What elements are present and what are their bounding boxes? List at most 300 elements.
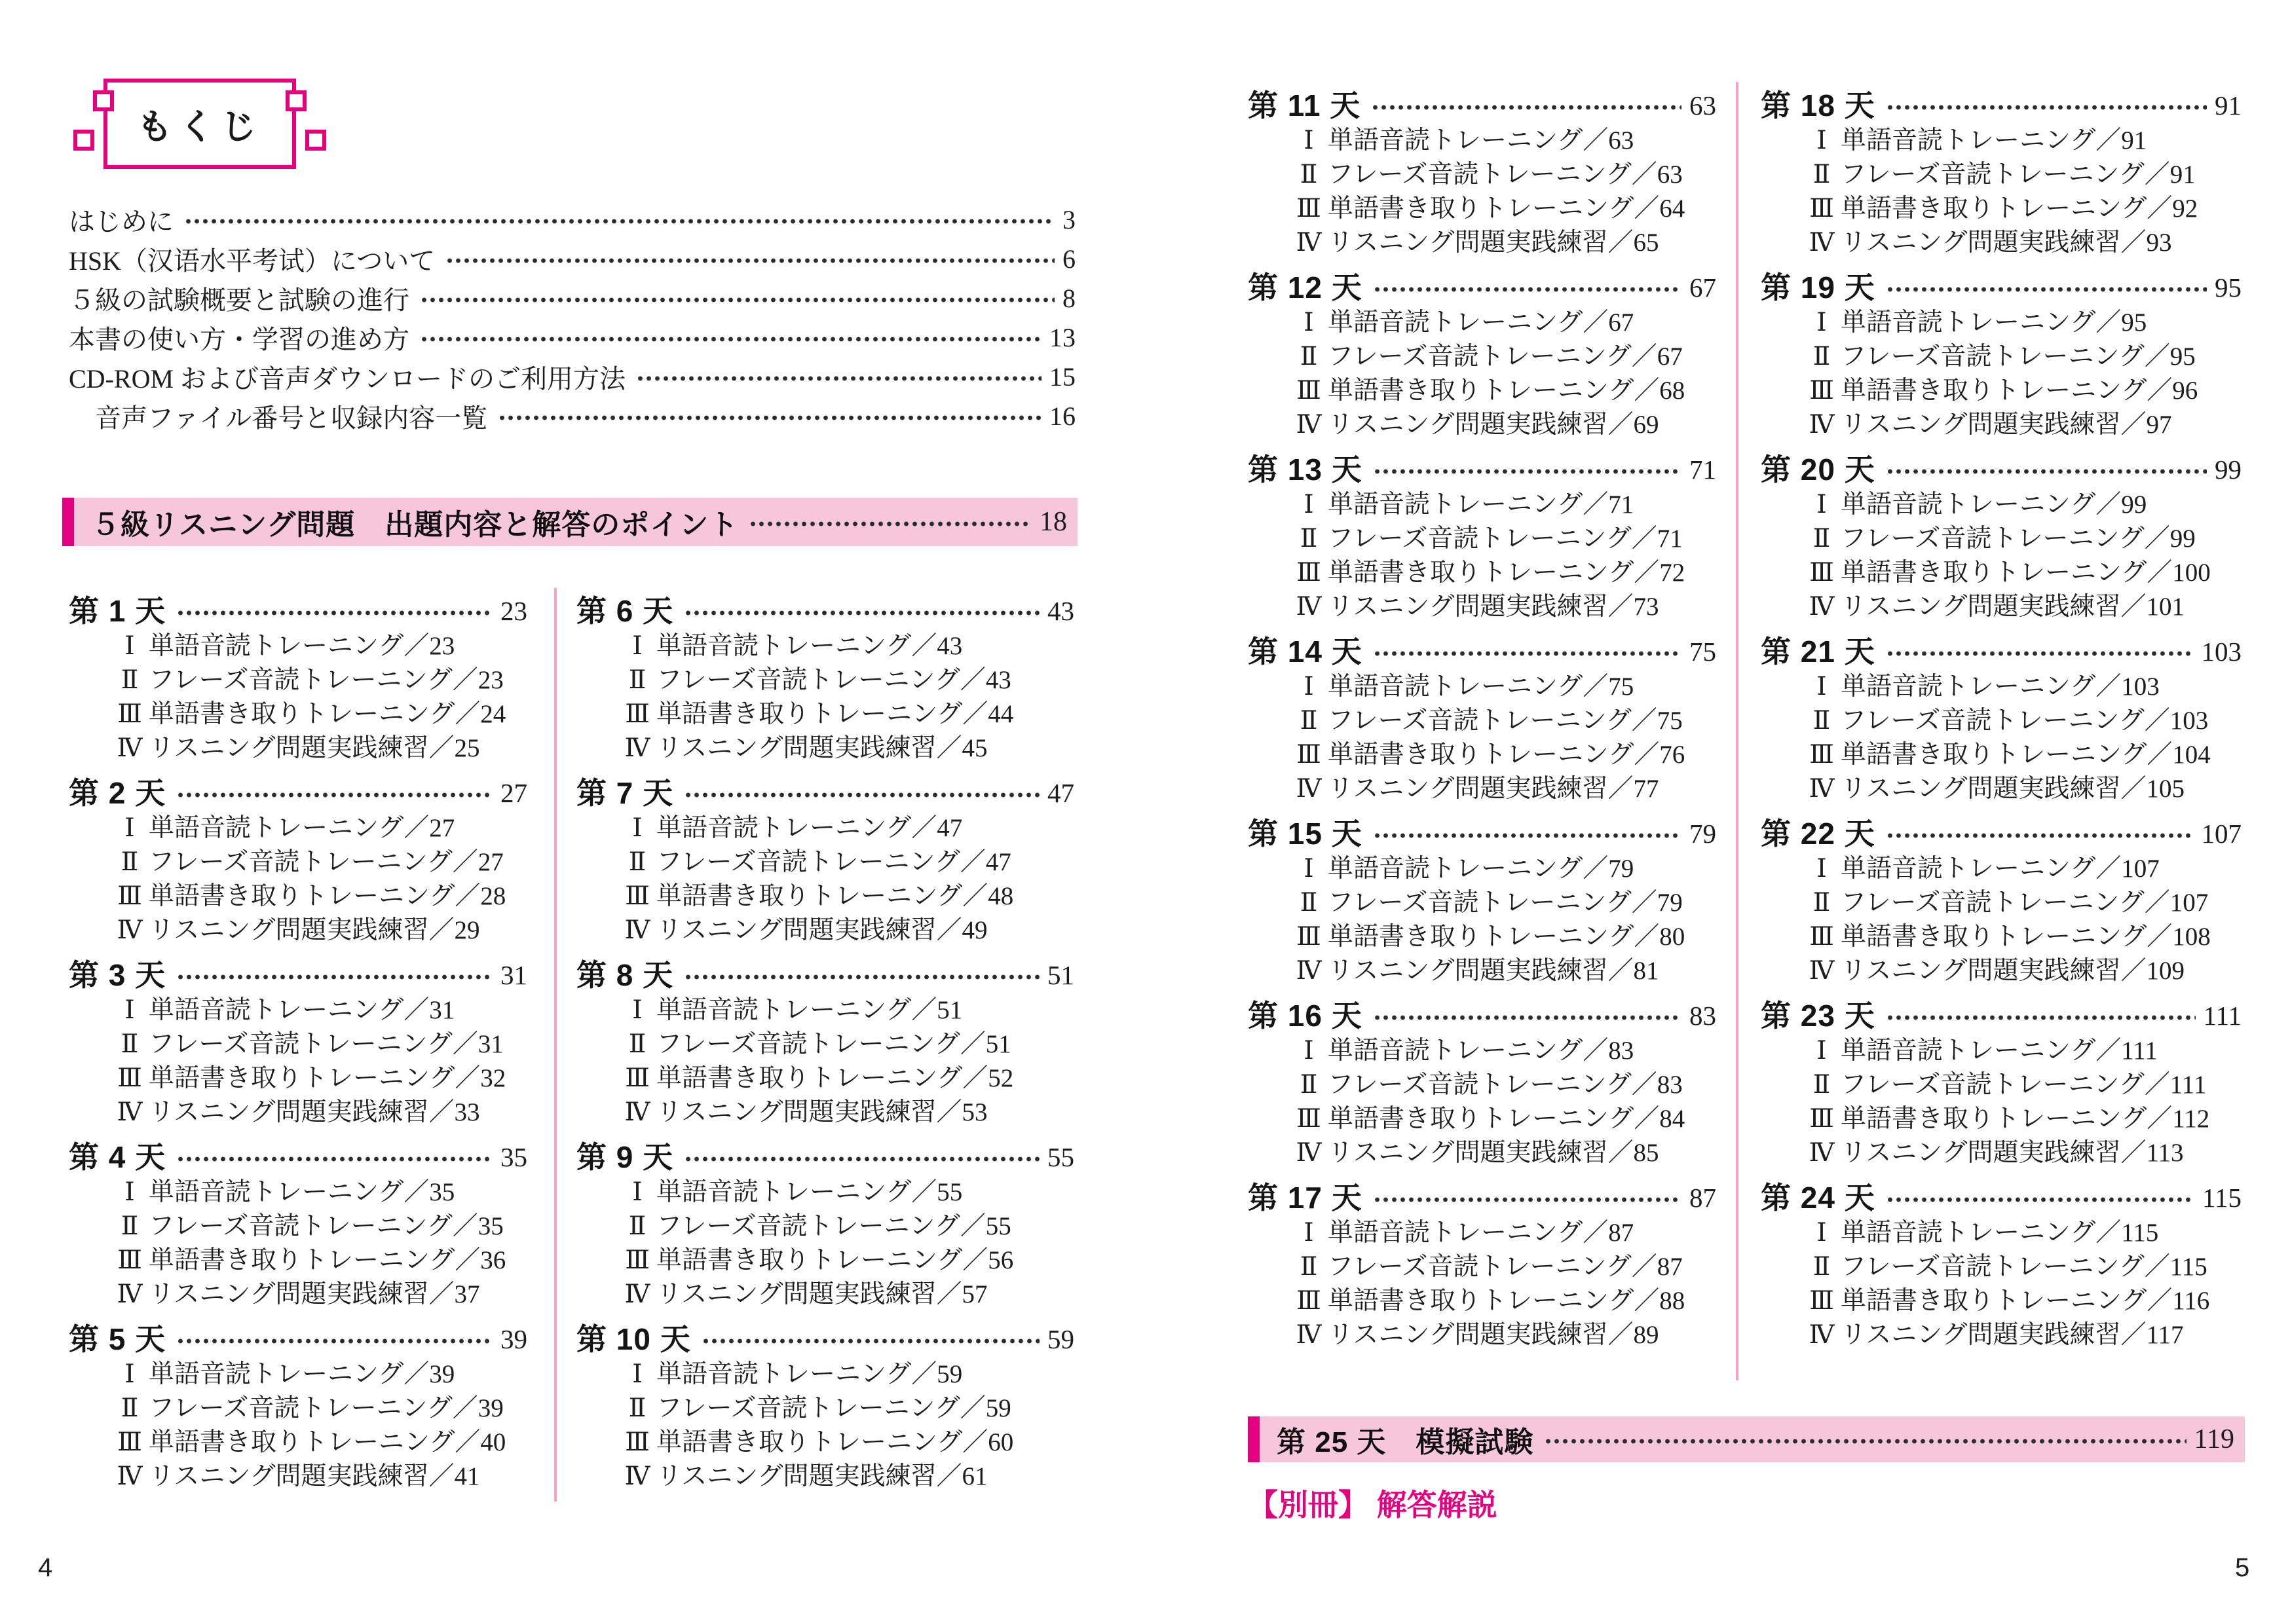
toc-subitem-text: フレーズ音読トレーニング／103 xyxy=(1841,707,2209,735)
toc-title: もくじ xyxy=(137,107,263,147)
toc-subitem-text: 単語音読トレーニング／75 xyxy=(1328,673,1634,701)
toc-entry-title: はじめに xyxy=(69,206,174,236)
listening-section-page: 18 xyxy=(1040,507,1067,537)
toc-subitem-text: 単語音読トレーニング／43 xyxy=(656,632,963,660)
toc-subitem-numeral: Ⅲ xyxy=(1296,559,1321,587)
toc-subitem xyxy=(1248,1284,1716,1318)
toc-subitem-text: 単語音読トレーニング／31 xyxy=(149,996,455,1024)
toc-subitem xyxy=(1761,124,2242,158)
toc-day-label: 第 5 天 xyxy=(69,1322,166,1356)
toc-subitem-numeral: Ⅲ xyxy=(1809,194,1834,223)
toc-subitem xyxy=(1248,124,1716,158)
toc-subitem xyxy=(576,913,1074,948)
toc-subitem xyxy=(576,1392,1074,1426)
toc-subitem xyxy=(1761,920,2242,954)
toc-subitem-numeral: Ⅲ xyxy=(117,1246,142,1274)
toc-subitem-numeral: Ⅳ xyxy=(1296,1139,1322,1167)
toc-subitem-numeral: Ⅲ xyxy=(1809,559,1834,587)
toc-subitem-numeral: Ⅱ xyxy=(1812,525,1831,553)
toc-entry xyxy=(69,318,1076,357)
toc-subitem-text: フレーズ音読トレーニング／79 xyxy=(1328,889,1683,917)
toc-subitem-text: 単語書き取りトレーニング／104 xyxy=(1841,741,2211,769)
toc-subitem-text: 単語音読トレーニング／91 xyxy=(1841,126,2147,155)
toc-day-label: 第 22 天 xyxy=(1761,817,1875,851)
toc-subitem xyxy=(576,1426,1074,1460)
toc-subitem-text: 単語書き取りトレーニング／44 xyxy=(656,700,1014,728)
mock-exam-page: 119 xyxy=(2194,1424,2234,1454)
toc-day-block xyxy=(1248,451,1716,624)
toc-day-header xyxy=(1248,1179,1716,1216)
toc-subitem-numeral: Ⅱ xyxy=(628,1212,647,1240)
toc-subitem xyxy=(1248,1216,1716,1250)
toc-subitem xyxy=(1761,522,2242,556)
toc-subitem-text: フレーズ音読トレーニング／63 xyxy=(1328,160,1683,189)
toc-subitem-text: 単語書き取りトレーニング／28 xyxy=(149,882,506,910)
toc-subitem xyxy=(576,663,1074,697)
toc-subitem xyxy=(576,845,1074,879)
dot-leader xyxy=(1886,285,2207,294)
toc-subitem-numeral: Ⅳ xyxy=(1809,1139,1835,1167)
toc-day-header xyxy=(1761,87,2242,124)
toc-subitem-numeral: Ⅰ xyxy=(632,1360,643,1388)
toc-subitem xyxy=(1248,1250,1716,1284)
toc-subitem-text: フレーズ音読トレーニング／71 xyxy=(1328,525,1683,553)
toc-subitem-text: 単語音読トレーニング／95 xyxy=(1841,308,2147,337)
toc-subitem xyxy=(69,879,527,913)
toc-subitem-text: フレーズ音読トレーニング／115 xyxy=(1841,1253,2207,1281)
dot-leader xyxy=(176,1337,493,1346)
toc-day-page: 67 xyxy=(1689,272,1716,303)
toc-day-block xyxy=(576,1139,1074,1312)
toc-subitem xyxy=(1761,886,2242,920)
toc-subitem xyxy=(576,1460,1074,1494)
toc-day-page: 71 xyxy=(1689,454,1716,485)
toc-day-block xyxy=(576,775,1074,948)
toc-subitem xyxy=(1248,192,1716,226)
toc-subitem xyxy=(576,811,1074,845)
toc-subitem-numeral: Ⅳ xyxy=(1296,957,1322,985)
toc-subitem-numeral: Ⅱ xyxy=(628,1030,647,1058)
toc-subitem xyxy=(69,913,527,948)
dot-leader xyxy=(1371,103,1681,112)
toc-subitem-numeral: Ⅲ xyxy=(1296,377,1321,405)
toc-day-page: 87 xyxy=(1689,1183,1716,1213)
toc-day-block xyxy=(1248,269,1716,442)
dot-leader xyxy=(1373,467,1681,476)
toc-subitem xyxy=(69,1027,527,1061)
toc-subitem xyxy=(1248,1318,1716,1352)
toc-day-block xyxy=(69,1321,527,1494)
toc-day-header xyxy=(1761,997,2242,1034)
toc-subitem xyxy=(1761,704,2242,738)
toc-day-label: 第 20 天 xyxy=(1761,452,1875,487)
toc-day-block xyxy=(1248,815,1716,988)
toc-subitem-text: リスニング問題実践練習／73 xyxy=(1328,593,1659,621)
toc-subitem-numeral: Ⅰ xyxy=(632,814,643,842)
badge-ornament-square xyxy=(305,130,326,151)
dot-leader xyxy=(1544,1437,2186,1446)
toc-subitem-text: リスニング問題実践練習／105 xyxy=(1841,775,2185,803)
toc-day-label: 第 1 天 xyxy=(69,594,166,628)
toc-subitem-text: フレーズ音読トレーニング／51 xyxy=(656,1030,1011,1058)
toc-day-page: 99 xyxy=(2215,454,2242,485)
toc-day-page: 63 xyxy=(1689,90,1716,120)
toc-entry-title: HSK（汉语水平考试）について xyxy=(69,246,436,276)
toc-subitem xyxy=(1248,704,1716,738)
toc-subitem-text: リスニング問題実践練習／69 xyxy=(1328,411,1659,439)
day-column-1 xyxy=(69,593,527,1503)
toc-subitem-text: 単語音読トレーニング／83 xyxy=(1328,1037,1634,1065)
toc-day-header xyxy=(1248,633,1716,670)
toc-entry-page: 8 xyxy=(1062,283,1076,313)
toc-day-label: 第 16 天 xyxy=(1248,999,1362,1033)
toc-subitem-numeral: Ⅰ xyxy=(124,1178,135,1206)
day-column-2 xyxy=(576,593,1074,1503)
toc-subitem xyxy=(69,1175,527,1209)
toc-subitem-text: 単語音読トレーニング／63 xyxy=(1328,126,1634,155)
toc-subitem-text: フレーズ音読トレーニング／55 xyxy=(656,1212,1011,1240)
toc-subitem xyxy=(576,1278,1074,1312)
toc-subitem-numeral: Ⅱ xyxy=(628,848,647,876)
dot-leader xyxy=(1886,467,2207,476)
toc-subitem xyxy=(69,845,527,879)
toc-subitem-numeral: Ⅳ xyxy=(624,1098,650,1126)
toc-subitem-text: リスニング問題実践練習／29 xyxy=(149,916,480,944)
toc-subitem-text: 単語書き取りトレーニング／76 xyxy=(1328,741,1685,769)
toc-subitem xyxy=(1248,954,1716,988)
toc-day-header xyxy=(1248,815,1716,852)
toc-subitem xyxy=(1761,306,2242,340)
toc-day-header xyxy=(1248,997,1716,1034)
toc-day-label: 第 19 天 xyxy=(1761,270,1875,304)
toc-subitem-numeral: Ⅳ xyxy=(117,1098,143,1126)
toc-title-badge xyxy=(103,79,296,169)
toc-day-page: 31 xyxy=(500,960,527,990)
toc-subitem xyxy=(1761,226,2242,260)
toc-subitem xyxy=(1761,408,2242,442)
toc-subitem-numeral: Ⅳ xyxy=(1809,593,1835,621)
badge-ornament-square xyxy=(73,130,94,151)
toc-subitem-numeral: Ⅳ xyxy=(1809,411,1835,439)
dot-leader xyxy=(176,790,493,800)
toc-subitem-numeral: Ⅰ xyxy=(1304,1037,1314,1065)
toc-subitem xyxy=(1248,158,1716,192)
toc-subitem-text: 単語書き取りトレーニング／36 xyxy=(149,1246,506,1274)
toc-day-label: 第 11 天 xyxy=(1248,88,1361,122)
toc-subitem-text: リスニング問題実践練習／85 xyxy=(1328,1139,1659,1167)
toc-subitem xyxy=(69,697,527,731)
toc-subitem xyxy=(1761,1318,2242,1352)
toc-subitem-numeral: Ⅲ xyxy=(1809,1287,1834,1315)
toc-subitem-text: フレーズ音読トレーニング／23 xyxy=(149,666,504,694)
toc-subitem-text: 単語書き取りトレーニング／80 xyxy=(1328,923,1685,951)
toc-subitem xyxy=(576,1096,1074,1130)
toc-day-block xyxy=(1761,815,2242,988)
toc-subitem xyxy=(1761,772,2242,806)
toc-subitem-numeral: Ⅳ xyxy=(624,734,650,762)
toc-entry xyxy=(69,239,1076,278)
dot-leader xyxy=(684,608,1040,618)
toc-subitem xyxy=(1248,590,1716,624)
toc-day-page: 39 xyxy=(500,1324,527,1354)
toc-subitem-numeral: Ⅰ xyxy=(124,1360,135,1388)
toc-subitem-text: 単語音読トレーニング／51 xyxy=(656,996,963,1024)
toc-subitem-numeral: Ⅱ xyxy=(1300,1253,1318,1281)
toc-day-page: 75 xyxy=(1689,637,1716,667)
toc-subitem-numeral: Ⅳ xyxy=(624,916,650,944)
toc-subitem-text: 単語書き取りトレーニング／64 xyxy=(1328,194,1685,223)
toc-subitem xyxy=(1248,226,1716,260)
toc-subitem-text: フレーズ音読トレーニング／67 xyxy=(1328,342,1683,371)
toc-subitem-numeral: Ⅱ xyxy=(1300,707,1318,735)
toc-subitem-text: リスニング問題実践練習／57 xyxy=(656,1280,988,1308)
toc-subitem-text: フレーズ音読トレーニング／111 xyxy=(1841,1071,2207,1099)
toc-day-header xyxy=(1761,1179,2242,1216)
toc-day-label: 第 24 天 xyxy=(1761,1181,1875,1215)
dot-leader xyxy=(1886,831,2194,840)
dot-leader xyxy=(1886,103,2207,112)
toc-subitem xyxy=(69,1278,527,1312)
toc-subitem-numeral: Ⅲ xyxy=(1296,1105,1321,1133)
toc-subitem xyxy=(1248,488,1716,522)
toc-day-block xyxy=(1248,633,1716,806)
toc-day-page: 59 xyxy=(1047,1324,1074,1354)
toc-subitem-numeral: Ⅰ xyxy=(124,632,135,660)
toc-subitem xyxy=(1248,374,1716,408)
toc-subitem-text: 単語書き取りトレーニング／108 xyxy=(1841,923,2211,951)
toc-subitem xyxy=(1248,1068,1716,1102)
toc-subitem-numeral: Ⅲ xyxy=(1809,741,1834,769)
toc-subitem-numeral: Ⅰ xyxy=(1816,1037,1827,1065)
toc-subitem xyxy=(1248,306,1716,340)
toc-subitem-numeral: Ⅲ xyxy=(1809,1105,1834,1133)
toc-subitem xyxy=(1248,886,1716,920)
toc-subitem xyxy=(1761,590,2242,624)
toc-subitem xyxy=(69,993,527,1027)
toc-day-header xyxy=(576,593,1074,629)
toc-day-header xyxy=(576,1321,1074,1357)
toc-day-page: 83 xyxy=(1689,1001,1716,1031)
toc-subitem-numeral: Ⅳ xyxy=(1296,411,1322,439)
toc-day-label: 第 6 天 xyxy=(576,594,674,628)
mock-exam-bar xyxy=(1248,1416,2245,1462)
toc-day-page: 107 xyxy=(2201,819,2242,849)
toc-day-header xyxy=(1761,269,2242,306)
toc-subitem-text: 単語書き取りトレーニング／56 xyxy=(656,1246,1014,1274)
toc-subitem-numeral: Ⅰ xyxy=(1816,855,1827,883)
toc-subitem-numeral: Ⅱ xyxy=(121,1030,139,1058)
toc-subitem-numeral: Ⅱ xyxy=(121,1212,139,1240)
toc-subitem-numeral: Ⅳ xyxy=(1296,775,1322,803)
toc-day-page: 47 xyxy=(1047,778,1074,808)
toc-subitem xyxy=(576,1061,1074,1096)
toc-subitem-text: 単語音読トレーニング／111 xyxy=(1841,1037,2158,1065)
toc-subitem-numeral: Ⅱ xyxy=(1812,889,1831,917)
toc-day-header xyxy=(69,593,527,629)
toc-subitem xyxy=(1248,852,1716,886)
toc-subitem xyxy=(1248,920,1716,954)
toc-day-label: 第 12 天 xyxy=(1248,270,1362,304)
toc-subitem-text: 単語音読トレーニング／23 xyxy=(149,632,455,660)
toc-entry-page: 6 xyxy=(1062,244,1076,274)
toc-subitem xyxy=(1761,1034,2242,1068)
dot-leader xyxy=(1886,1195,2194,1204)
toc-subitem-text: 単語音読トレーニング／103 xyxy=(1841,673,2160,701)
toc-subitem xyxy=(1248,772,1716,806)
toc-subitem-text: リスニング問題実践練習／33 xyxy=(149,1098,480,1126)
toc-subitem-numeral: Ⅳ xyxy=(1296,229,1322,257)
toc-subitem-numeral: Ⅱ xyxy=(1300,1071,1318,1099)
toc-day-block xyxy=(1761,451,2242,624)
toc-subitem-text: フレーズ音読トレーニング／39 xyxy=(149,1394,504,1422)
dot-leader xyxy=(176,608,493,618)
toc-subitem-text: リスニング問題実践練習／113 xyxy=(1841,1139,2184,1167)
toc-subitem xyxy=(69,1209,527,1244)
toc-subitem xyxy=(576,629,1074,663)
toc-day-header xyxy=(1248,269,1716,306)
toc-subitem-text: 単語書き取りトレーニング／92 xyxy=(1841,194,2198,223)
toc-day-header xyxy=(69,1321,527,1357)
toc-entry-title: ５級の試験概要と試験の進行 xyxy=(69,285,409,315)
toc-subitem-text: フレーズ音読トレーニング／43 xyxy=(656,666,1011,694)
toc-subitem-numeral: Ⅰ xyxy=(1816,308,1827,337)
toc-subitem-numeral: Ⅰ xyxy=(632,996,643,1024)
toc-day-block xyxy=(1761,1179,2242,1352)
dot-leader xyxy=(684,1154,1040,1164)
mock-exam-title: 第 25 天 模擬試験 xyxy=(1277,1426,1534,1458)
toc-day-page: 103 xyxy=(2201,637,2242,667)
toc-subitem xyxy=(69,663,527,697)
toc-subitem-text: フレーズ音読トレーニング／91 xyxy=(1841,160,2196,189)
toc-entry xyxy=(69,278,1076,318)
toc-subitem-text: フレーズ音読トレーニング／31 xyxy=(149,1030,504,1058)
toc-day-block xyxy=(1761,87,2242,260)
toc-day-label: 第 18 天 xyxy=(1761,88,1875,122)
toc-subitem xyxy=(1761,340,2242,374)
toc-subitem-numeral: Ⅳ xyxy=(624,1462,650,1490)
toc-subitem-text: 単語書き取りトレーニング／96 xyxy=(1841,377,2198,405)
toc-subitem xyxy=(1761,374,2242,408)
toc-subitem-numeral: Ⅲ xyxy=(1296,194,1321,223)
dot-leader xyxy=(636,374,1042,383)
toc-subitem-numeral: Ⅰ xyxy=(632,1178,643,1206)
toc-subitem xyxy=(69,731,527,766)
toc-subitem-text: フレーズ音読トレーニング／59 xyxy=(656,1394,1011,1422)
toc-subitem-text: 単語音読トレーニング／79 xyxy=(1328,855,1634,883)
toc-day-header xyxy=(1248,87,1716,124)
toc-day-header xyxy=(576,957,1074,993)
toc-subitem-numeral: Ⅰ xyxy=(1304,308,1314,337)
toc-subitem-numeral: Ⅳ xyxy=(117,916,143,944)
toc-day-label: 第 2 天 xyxy=(69,776,166,810)
toc-subitem-text: 単語書き取りトレーニング／48 xyxy=(656,882,1014,910)
toc-subitem-numeral: Ⅰ xyxy=(1816,490,1827,519)
toc-subitem-numeral: Ⅱ xyxy=(1812,342,1831,371)
dot-leader xyxy=(1373,649,1681,658)
toc-day-block xyxy=(1761,997,2242,1170)
toc-subitem xyxy=(1248,522,1716,556)
toc-day-page: 23 xyxy=(500,596,527,626)
toc-subitem-text: フレーズ音読トレーニング／83 xyxy=(1328,1071,1683,1099)
toc-subitem-numeral: Ⅰ xyxy=(1304,1219,1314,1247)
toc-entry-page: 15 xyxy=(1049,361,1076,392)
toc-subitem-numeral: Ⅲ xyxy=(1809,377,1834,405)
toc-subitem-text: リスニング問題実践練習／61 xyxy=(656,1462,988,1490)
toc-subitem-text: 単語音読トレーニング／35 xyxy=(149,1178,455,1206)
toc-subitem xyxy=(1761,1216,2242,1250)
toc-subitem xyxy=(1248,1034,1716,1068)
toc-subitem-text: フレーズ音読トレーニング／107 xyxy=(1841,889,2209,917)
toc-subitem-text: 単語書き取りトレーニング／24 xyxy=(149,700,506,728)
toc-subitem-numeral: Ⅱ xyxy=(1812,1071,1831,1099)
toc-subitem-numeral: Ⅱ xyxy=(628,1394,647,1422)
toc-subitem-text: リスニング問題実践練習／117 xyxy=(1841,1321,2184,1349)
toc-subitem-numeral: Ⅰ xyxy=(1816,126,1827,155)
dot-leader xyxy=(420,295,1055,304)
toc-subitem xyxy=(1248,670,1716,704)
toc-entry-title: 音声ファイル番号と収録内容一覧 xyxy=(95,403,488,433)
toc-day-page: 79 xyxy=(1689,819,1716,849)
toc-day-header xyxy=(1761,633,2242,670)
toc-subitem-text: リスニング問題実践練習／97 xyxy=(1841,411,2172,439)
toc-subitem-numeral: Ⅳ xyxy=(117,734,143,762)
toc-subitem xyxy=(1248,556,1716,590)
toc-entry-page: 13 xyxy=(1049,322,1076,352)
dot-leader xyxy=(445,256,1055,265)
toc-day-page: 95 xyxy=(2215,272,2242,303)
front-matter-list xyxy=(69,200,1076,435)
toc-subitem-text: 単語書き取りトレーニング／100 xyxy=(1841,559,2211,587)
toc-day-label: 第 23 天 xyxy=(1761,999,1875,1033)
toc-subitem-text: 単語音読トレーニング／27 xyxy=(149,814,455,842)
toc-subitem-text: 単語書き取りトレーニング／116 xyxy=(1841,1287,2210,1315)
toc-subitem xyxy=(576,697,1074,731)
toc-subitem-numeral: Ⅲ xyxy=(117,882,142,910)
toc-subitem-text: 単語音読トレーニング／107 xyxy=(1841,855,2160,883)
toc-day-header xyxy=(1761,815,2242,852)
toc-subitem-numeral: Ⅳ xyxy=(1809,957,1835,985)
toc-day-label: 第 10 天 xyxy=(576,1322,691,1356)
toc-subitem-numeral: Ⅳ xyxy=(1296,593,1322,621)
toc-day-label: 第 14 天 xyxy=(1248,635,1362,669)
toc-subitem-text: 単語書き取りトレーニング／32 xyxy=(149,1064,506,1092)
toc-subitem xyxy=(69,1061,527,1096)
toc-day-header xyxy=(69,775,527,811)
toc-subitem-numeral: Ⅳ xyxy=(1809,775,1835,803)
toc-subitem xyxy=(576,731,1074,766)
toc-day-label: 第 8 天 xyxy=(576,958,674,992)
toc-subitem-text: フレーズ音読トレーニング／47 xyxy=(656,848,1011,876)
listening-section-bar xyxy=(62,498,1078,546)
toc-subitem-numeral: Ⅲ xyxy=(117,700,142,728)
toc-entry xyxy=(69,357,1076,396)
dot-leader xyxy=(176,1154,493,1164)
toc-day-label: 第 17 天 xyxy=(1248,1181,1362,1215)
toc-subitem-text: 単語書き取りトレーニング／68 xyxy=(1328,377,1685,405)
toc-subitem-text: 単語音読トレーニング／99 xyxy=(1841,490,2147,519)
toc-subitem-numeral: Ⅳ xyxy=(1809,229,1835,257)
toc-subitem-numeral: Ⅰ xyxy=(1304,490,1314,519)
toc-subitem-numeral: Ⅱ xyxy=(1300,342,1318,371)
toc-subitem xyxy=(1761,1102,2242,1136)
toc-subitem xyxy=(69,1426,527,1460)
toc-day-label: 第 3 天 xyxy=(69,958,166,992)
toc-subitem-text: リスニング問題実践練習／93 xyxy=(1841,229,2172,257)
toc-subitem-text: 単語音読トレーニング／71 xyxy=(1328,490,1634,519)
toc-subitem-numeral: Ⅲ xyxy=(1296,1287,1321,1315)
toc-subitem xyxy=(69,1357,527,1392)
toc-subitem-text: フレーズ音読トレーニング／95 xyxy=(1841,342,2196,371)
